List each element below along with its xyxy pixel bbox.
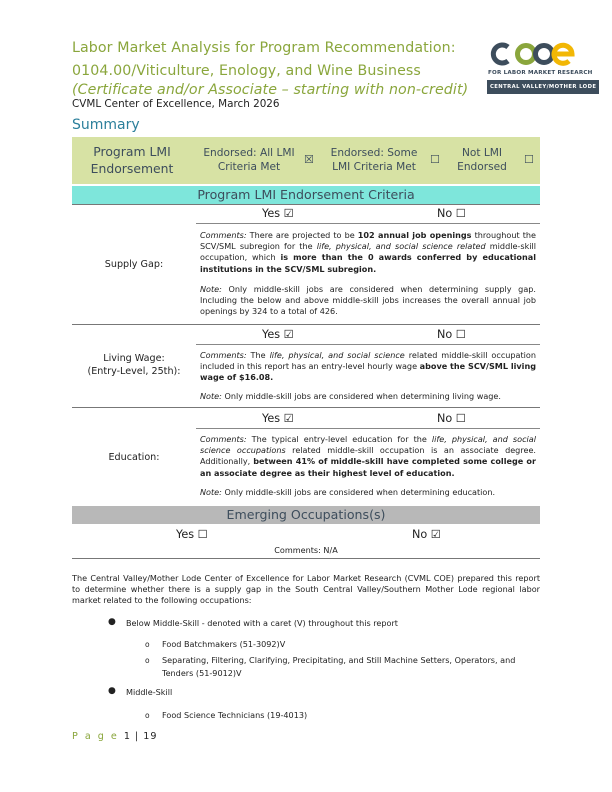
divider xyxy=(72,407,540,408)
endorsement-option-all: Endorsed: All LMI Criteria Met xyxy=(203,147,295,173)
emerging-yes[interactable]: Yes ☐ xyxy=(176,528,208,541)
endorsement-option-not: Not LMI Endorsed xyxy=(457,147,507,173)
group-label-middle: Middle-Skill xyxy=(126,687,173,697)
emerging-comments: Comments: N/A xyxy=(274,545,338,555)
endorsement-label: Program LMI Endorsement xyxy=(90,144,174,176)
intro-paragraph: The Central Valley/Mother Lode Center of Excellence for Labor Market Research (CVML COE) prepared this report to determine whether there is a supply gap in the South Central Valley/Southern Mother Lode regional labor market related to the following occupations: xyxy=(72,573,540,606)
divider xyxy=(196,223,540,224)
education-yes[interactable]: Yes ☑ xyxy=(262,412,294,425)
supply-gap-note: Note: Only middle-skill jobs are considered when determining supply gap. Including the below and above middle-skill jobs increases the overall annual job openings by 324 to a total of 426. xyxy=(200,284,536,317)
divider xyxy=(196,428,540,429)
living-wage-comment: Comments: The life, physical, and social science related middle-skill occupation included in this report has an entry-level hourly wage above the SCV/SML living wage of $16.08. xyxy=(200,350,537,383)
education-comment: Comments: The typical entry-level education for the life, physical, and social science occupations related middle-skill occupation is an associate degree. Additionally, between 41% of middle-skill have completed some college or an associate degree as their highest level of education. xyxy=(200,434,537,478)
summary-heading: Summary xyxy=(72,117,140,133)
report-title-line-3: (Certificate and/or Associate – starting with non-credit) xyxy=(72,82,469,98)
emerging-heading: Emerging Occupations(s) xyxy=(72,506,540,524)
coe-wordmark-icon xyxy=(486,38,600,70)
report-subtitle: CVML Center of Excellence, March 2026 xyxy=(72,98,280,110)
report-title-line-1: Labor Market Analysis for Program Recommendation: xyxy=(72,40,456,56)
circle-bullet-icon: o xyxy=(145,656,150,665)
divider xyxy=(72,204,540,205)
endorsement-option-some: Endorsed: Some LMI Criteria Met xyxy=(330,147,418,173)
supply-gap-no[interactable]: No ☐ xyxy=(437,207,466,220)
supply-gap-yes[interactable]: Yes ☑ xyxy=(262,207,294,220)
divider xyxy=(196,344,540,345)
endorsement-checkbox-not[interactable]: ☐ xyxy=(524,153,534,166)
living-wage-no[interactable]: No ☐ xyxy=(437,328,466,341)
circle-bullet-icon: o xyxy=(145,711,150,720)
logo-band-text: CENTRAL VALLEY/MOTHER LODE xyxy=(490,84,597,90)
living-wage-yes[interactable]: Yes ☑ xyxy=(262,328,294,341)
emerging-no[interactable]: No ☑ xyxy=(412,528,441,541)
group-label-below-middle: Below Middle-Skill - denoted with a caret (V) throughout this report xyxy=(126,618,398,628)
living-wage-label: Living Wage: (Entry-Level, 25th): xyxy=(87,353,181,377)
bullet-icon: ● xyxy=(108,686,116,696)
report-title-line-2: 0104.00/Viticulture, Enology, and Wine Business xyxy=(72,63,421,79)
supply-gap-label: Supply Gap: xyxy=(104,259,164,270)
education-label: Education: xyxy=(108,452,160,463)
living-wage-note: Note: Only middle-skill jobs are considered when determining living wage. xyxy=(200,391,501,401)
list-item: Food Batchmakers (51-3092)V xyxy=(162,639,286,649)
criteria-heading: Program LMI Endorsement Criteria xyxy=(72,186,540,204)
education-no[interactable]: No ☐ xyxy=(437,412,466,425)
divider xyxy=(72,324,540,325)
page-footer: P a g e 1 | 19 xyxy=(72,731,158,742)
list-item: Separating, Filtering, Clarifying, Precipitating, and Still Machine Setters, Operators, and Tenders (51-9012)V xyxy=(162,655,516,679)
endorsement-checkbox-all[interactable]: ☒ xyxy=(304,153,314,166)
education-note: Note: Only middle-skill jobs are considered when determining education. xyxy=(200,487,496,497)
circle-bullet-icon: o xyxy=(145,640,150,649)
logo-tagline: FOR LABOR MARKET RESEARCH xyxy=(488,70,593,76)
endorsement-box xyxy=(72,137,540,184)
endorsement-checkbox-some[interactable]: ☐ xyxy=(430,153,440,166)
supply-gap-comment: Comments: There are projected to be 102 annual job openings throughout the SCV/SML subregion for the life, physical, and social science related middle-skill occupation, which is more than the 0 awards conferred by educational institutions in the SCV/SML subregion. xyxy=(200,230,537,274)
bullet-icon: ● xyxy=(108,617,116,627)
list-item: Food Science Technicians (19-4013) xyxy=(162,710,308,720)
divider xyxy=(72,558,540,559)
